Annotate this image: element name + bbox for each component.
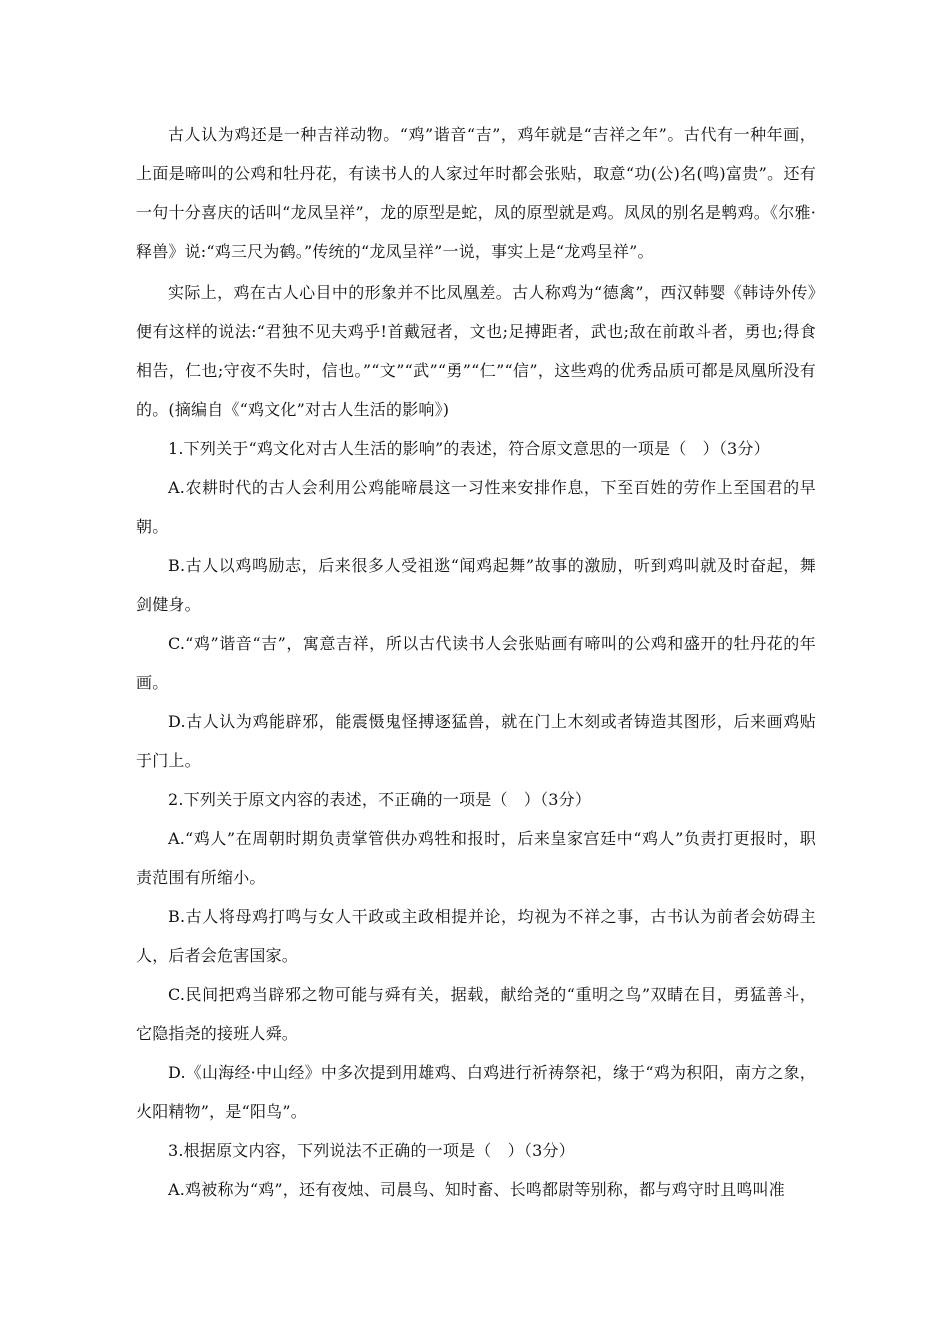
question-stem: 2.下列关于原文内容的表述，不正确的一项是（ ）（3分） bbox=[168, 790, 592, 809]
document-body bbox=[136, 115, 816, 1209]
option-d: D.古人认为鸡能辟邪，能震慑鬼怪搏逐猛兽，就在门上木刻或者铸造其图形，后来画鸡贴于门上。 bbox=[136, 712, 816, 770]
question-1 bbox=[136, 429, 816, 780]
option-b: B.古人以鸡鸣励志，后来很多人受祖逖“闻鸡起舞”故事的激励，听到鸡叫就及时奋起，舞剑健身。 bbox=[136, 556, 816, 614]
option-a: A.鸡被称为“鸡”，还有夜烛、司晨鸟、知时畜、长鸣都尉等别称，都与鸡守时且鸣叫准 bbox=[168, 1180, 786, 1199]
option-c: C.民间把鸡当辟邪之物可能与舜有关，据载，献给尧的“重明之鸟”双睛在目，勇猛善斗，它隐指尧的接班人舜。 bbox=[136, 985, 816, 1043]
option-b: B.古人将母鸡打鸣与女人干政或主政相提并论，均视为不祥之事，古书认为前者会妨碍主人，后者会危害国家。 bbox=[136, 907, 816, 965]
question-stem: 3.根据原文内容，下列说法不正确的一项是（ ）（3分） bbox=[168, 1141, 575, 1160]
option-a: A.“鸡人”在周朝时期负责掌管供办鸡牲和报时，后来皇家宫廷中“鸡人”负责打更报时，职责范围有所缩小。 bbox=[136, 829, 816, 887]
option-a: A.农耕时代的古人会利用公鸡能啼晨这一习性来安排作息，下至百姓的劳作上至国君的早朝。 bbox=[136, 478, 816, 536]
passage-paragraph-1: 古人认为鸡还是一种吉祥动物。“鸡”谐音“吉”，鸡年就是“吉祥之年”。古代有一种年画，上面是啼叫的公鸡和牡丹花，有读书人的人家过年时都会张贴，取意“功(公)名(鸣)富贵”。还有一句十分喜庆的话叫“龙凤呈祥”，龙的原型是蛇，凤的原型就是鸡。凤凤的别名是鹎鸡。《尔雅·释兽》说:“鸡三尺为鹤。”传统的“龙凤呈祥”一说，事实上是“龙鸡呈祥”。 bbox=[136, 125, 816, 261]
passage-paragraph-2: 实际上，鸡在古人心目中的形象并不比凤凰差。古人称鸡为“德禽”，西汉韩婴《韩诗外传》便有这样的说法:“君独不见夫鸡乎!首戴冠者，文也;足搏距者，武也;敌在前敢斗者，勇也;得食相告，仁也;守夜不失时，信也。”“文”“武”“勇”“仁”“信”，这些鸡的优秀品质可都是凤凰所没有的。(摘编自《“鸡文化”对古人生活的影响》) bbox=[136, 283, 816, 419]
question-stem: 1.下列关于“鸡文化对古人生活的影响”的表述，符合原文意思的一项是（ ）（3分） bbox=[168, 439, 770, 458]
option-d: D.《山海经·中山经》中多次提到用雄鸡、白鸡进行祈祷祭祀，缘于“鸡为积阳，南方之象，火阳精物”，是“阳鸟”。 bbox=[136, 1063, 816, 1121]
option-c: C.“鸡”谐音“吉”，寓意吉祥，所以古代读书人会张贴画有啼叫的公鸡和盛开的牡丹花的年画。 bbox=[136, 634, 816, 692]
question-2 bbox=[136, 780, 816, 1131]
question-3 bbox=[136, 1131, 816, 1209]
